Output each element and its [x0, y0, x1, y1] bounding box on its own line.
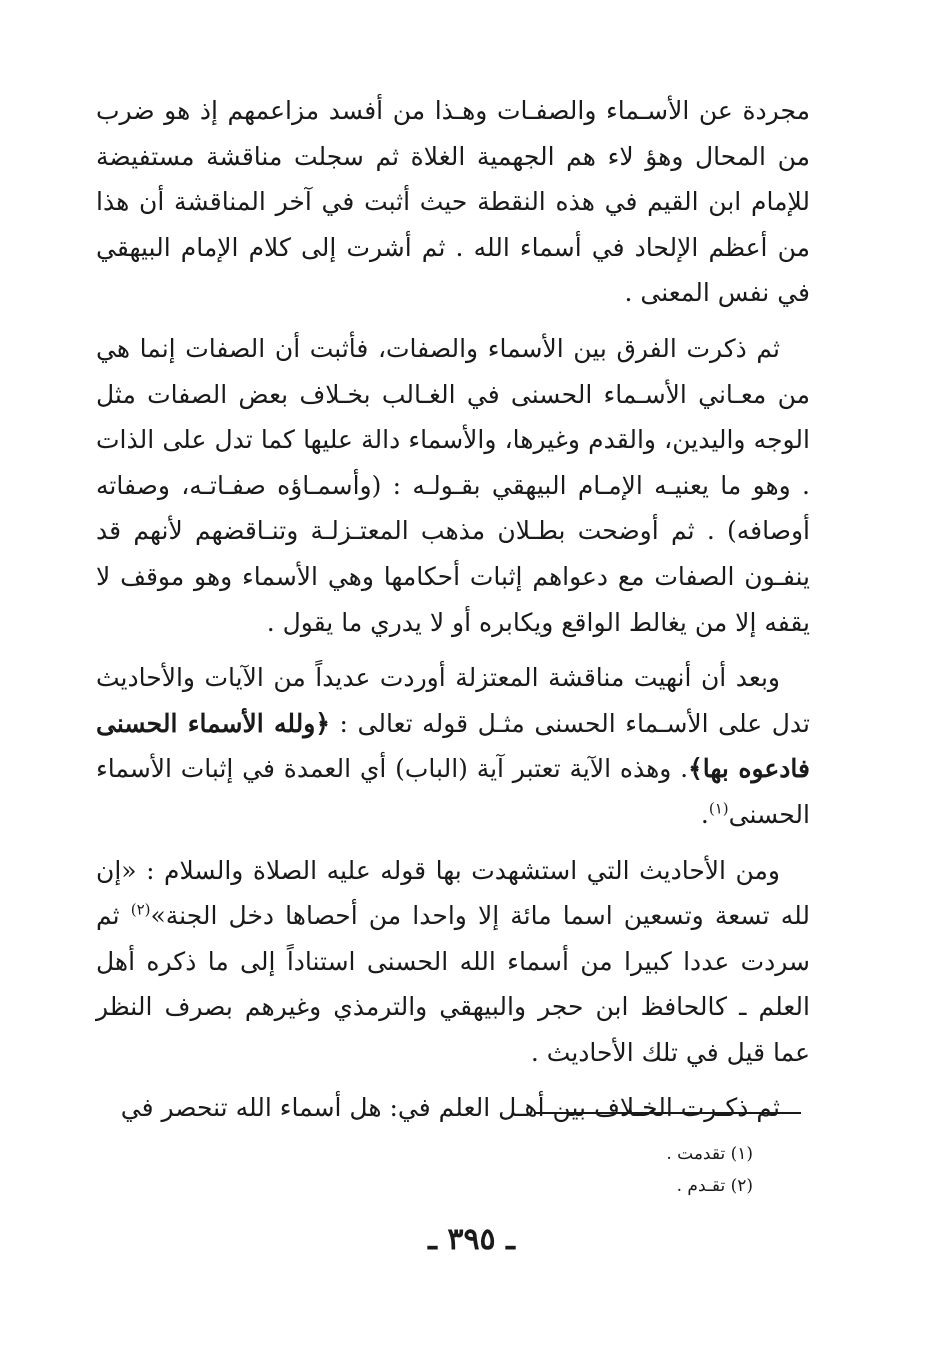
footnote-ref-2: (٢): [130, 900, 151, 919]
footnote-2: (٢) تقـدم .: [676, 1176, 753, 1196]
paragraph-5: ثم ذكـرت الخـلاف بين أهـل العلم في: هل أسماء الله تنحصر في: [120, 1093, 780, 1123]
paragraph-4: [96, 848, 810, 1076]
footnote-1: (١) تقدمت .: [666, 1144, 753, 1164]
footnotes: [353, 1138, 753, 1202]
paragraph-3-after: . وهذه الآية تعتبر آية (الباب) أي العمدة في إثبات الأسماء الحسنى: [96, 754, 810, 829]
paragraph-3-before: وبعد أن أنهيت مناقشة المعتزلة أوردت عديداً من الآيات والأحاديث تدل على الأسـماء الحسنى مثـل قوله تعالى :: [96, 663, 810, 738]
quran-verse: ﴿ولله الأسماء الحسنى فادعوه بها﴾: [96, 708, 810, 784]
paragraph-4-after: ثم سردت عددا كبيرا من أسماء الله الحسنى استناداً إلى ما ذكره أهل العلم ـ كالحافظ ابن حجر والبيهقي والترمذي وغيرهم بصرف النظر عما قيل في تلك الأحاديث .: [96, 901, 810, 1067]
paragraph-1: مجردة عن الأسـماء والصفـات وهـذا من أفسد مزاعمهم إذ هو ضرب من المحال وهؤ لاء هم الجهمية الغلاة ثم سجلت مناقشة مستفيضة للإمام ابن القيم في هذه النقطة حيث أثبت في آخر المناقشة أن هذا من أعظم الإلحاد في أسماء الله . ثم أشرت إلى كلام الإمام البيهقي في نفس المعنى .: [96, 96, 810, 308]
page-body: [96, 88, 810, 1141]
paragraph-2: ثم ذكرت الفرق بين الأسماء والصفات، فأثبت أن الصفات إنما هي من معـاني الأسـماء الحسنى في الغـالب بخـلاف بعض الصفات مثل الوجه واليدين، والقدم وغيرها، والأسماء دالة عليها كما تدل على الذات . وهو ما يعنيـه الإمـام البيهقي بقـولـه : (وأسمـاؤه صفـاتـه، وصفاته أوصافه) . ثم أوضحت بطـلان مذهب المعتـزلـة وتنـاقضهم لأنهم قد ينفـون الصفات مع دعواهم إثبات أحكامها وهي الأسماء وهو موقف لا يقفه إلا من يغالط الواقع ويكابره أو لا يدري ما يقول .: [96, 333, 810, 637]
footnote-divider: [535, 1112, 801, 1114]
paragraph-4-before: ومن الأحاديث التي استشهدت بها قوله عليه الصلاة والسلام : «إن لله تسعة وتسعين اسما مائة إلا واحدا من أحصاها دخل الجنة»: [96, 855, 810, 931]
paragraph-3-end: .: [700, 799, 709, 829]
paragraph-3: [96, 655, 810, 837]
page-number: ـ ٣٩٥ ـ: [428, 1222, 515, 1257]
footnote-ref-1: (١): [708, 799, 729, 818]
